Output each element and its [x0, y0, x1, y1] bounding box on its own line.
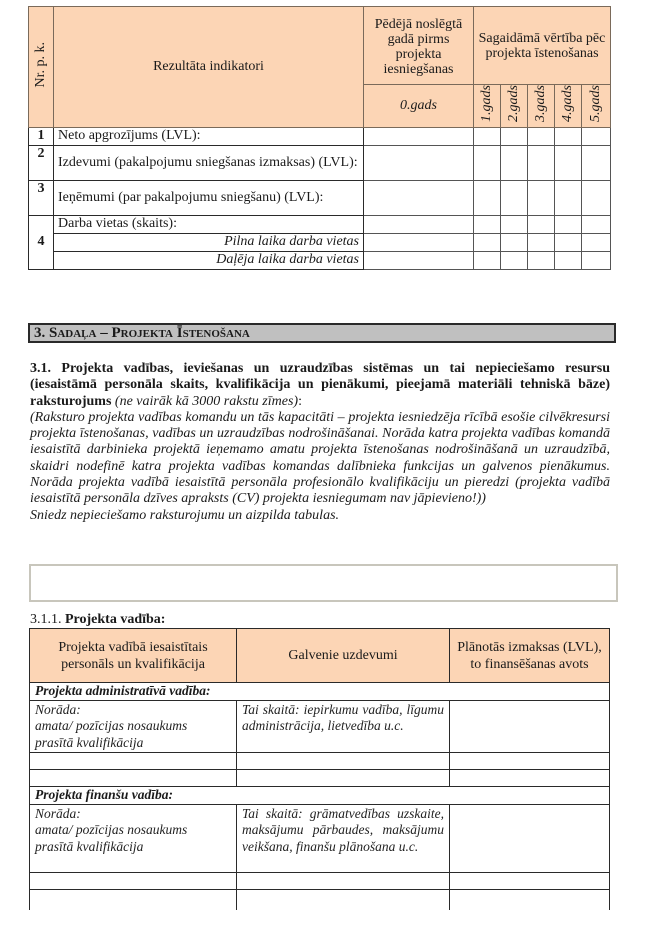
table-row: 1 Neto apgrozījums (LVL): — [29, 127, 611, 145]
indicators-table — [28, 6, 611, 270]
personnel-hint[interactable]: Norāda: amata/ pozīcijas nosaukums prasītā kvalifikācija — [30, 804, 237, 872]
value-cell[interactable] — [501, 233, 528, 251]
value-cell[interactable] — [555, 215, 582, 233]
indicator-sub-label: Daļēja laika darba vietas — [54, 251, 364, 269]
tasks-hint[interactable]: Tai skaitā: iepirkumu vadība, līgumu administrācija, lietvedība u.c. — [237, 700, 450, 753]
empty-cell[interactable] — [30, 872, 237, 889]
costs-cell[interactable] — [450, 700, 610, 753]
table-row — [30, 872, 610, 889]
header-target: Sagaidāmā vērtība pēc projekta īstenošanas — [474, 7, 611, 85]
value-cell[interactable] — [501, 145, 528, 180]
tasks-hint[interactable]: Tai skaitā: grāmatvedības uzskaite, maksājumu pārbaudes, maksājumu veikšana, finanšu plānošana u.c. — [237, 804, 450, 872]
empty-cell[interactable] — [237, 753, 450, 770]
header-nr: Nr. p. k. — [29, 7, 54, 128]
header-tasks: Galvenie uzdevumi — [237, 629, 450, 683]
value-cell[interactable] — [555, 180, 582, 215]
table-row: 2 Izdevumi (pakalpojumu sniegšanas izmaksas) (LVL): — [29, 145, 611, 180]
value-cell[interactable] — [582, 180, 611, 215]
indicator-sub-label: Pilna laika darba vietas — [54, 233, 364, 251]
value-cell[interactable] — [582, 127, 611, 145]
value-cell[interactable] — [528, 251, 555, 269]
table-row — [30, 770, 610, 787]
value-cell[interactable] — [528, 180, 555, 215]
empty-cell[interactable] — [30, 770, 237, 787]
table-row: 3 Ieņēmumi (par pakalpojumu sniegšanu) (LVL): — [29, 180, 611, 215]
table-row — [29, 233, 611, 251]
value-cell[interactable] — [474, 145, 501, 180]
instructions-text-2: Sniedz nepieciešamo raksturojumu un aizpilda tabulas. — [30, 507, 340, 523]
table-row — [30, 804, 610, 872]
table-row — [30, 700, 610, 753]
value-cell[interactable] — [474, 251, 501, 269]
value-cell[interactable] — [474, 215, 501, 233]
value-cell[interactable] — [555, 233, 582, 251]
value-cell[interactable] — [582, 233, 611, 251]
empty-cell[interactable] — [450, 872, 610, 889]
empty-cell[interactable] — [30, 753, 237, 770]
value-cell[interactable] — [555, 251, 582, 269]
value-cell[interactable] — [364, 145, 474, 180]
header-indicators: Rezultāta indikatori — [54, 7, 364, 128]
value-cell[interactable] — [582, 215, 611, 233]
empty-cell[interactable] — [450, 889, 610, 910]
group-title: Projekta administratīvā vadība: — [30, 683, 610, 701]
indicator-label: Ieņēmumi (par pakalpojumu sniegšanu) (LVL): — [54, 180, 364, 215]
section-description: 3.1. Projekta vadības, ieviešanas un uzraudzības sistēmas un tai nepieciešamo resursu (iesaistāmā personāla skaits, kvalifikācija un pienākumi, pieejamā materiāli tehniskā bāze) raksturojums (ne vairāk kā 3000 rakstu zīmes): (Raksturo projekta vadības komandu un tās kapacitāti – projekta iesniedzēja rīcībā esošie cilvēkresursi projekta īstenošanas, vadības un uzraudzības nodrošināšanai. Norāda katra projekta vadības komandā iesaistītā darbinieka projektā ieņemamo amatu projekta īstenošanas nodrošināšanā un uzraudzībā, skaidri nodefinē katra projekta vadības komandas dalībnieka funkcijas un galvenos pienākumus. Norāda projekta vadībā iesaistītā personāla profesionālo kvalifikāciju un pieredzi (projekta vadībā iesaistītā personāla dzīves apraksts (CV) projekta iesniegumam nav jāpievieno!)) Sniedz nepieciešamo raksturojumu un aizpilda tabulas. — [30, 361, 610, 523]
indicator-label: Neto apgrozījums (LVL): — [54, 127, 364, 145]
value-cell[interactable] — [582, 145, 611, 180]
value-cell[interactable] — [364, 180, 474, 215]
header-year-5: 5.gads — [582, 85, 611, 128]
empty-cell[interactable] — [237, 872, 450, 889]
table-row — [30, 753, 610, 770]
personnel-hint[interactable]: Norāda: amata/ pozīcijas nosaukums prasītā kvalifikācija — [30, 700, 237, 753]
indicator-label: Izdevumi (pakalpojumu sniegšanas izmaksas) (LVL): — [54, 145, 364, 180]
table-row: 4 Darba vietas (skaits): — [29, 215, 611, 233]
costs-cell[interactable] — [450, 804, 610, 872]
value-cell[interactable] — [364, 215, 474, 233]
char-limit-note: (ne vairāk kā 3000 rakstu zīmes) — [111, 393, 299, 409]
value-cell[interactable] — [474, 180, 501, 215]
value-cell[interactable] — [501, 251, 528, 269]
section-heading: 3. Sadaļa – Projekta Īstenošana — [28, 323, 616, 343]
empty-cell[interactable] — [237, 889, 450, 910]
value-cell[interactable] — [528, 233, 555, 251]
empty-cell[interactable] — [450, 770, 610, 787]
empty-cell[interactable] — [237, 770, 450, 787]
value-cell[interactable] — [555, 127, 582, 145]
empty-cell[interactable] — [30, 889, 237, 910]
subsection-heading: 3.1.1. Projekta vadība: — [30, 612, 166, 627]
header-last-year: Pēdējā noslēgtā gadā pirms projekta iesniegšanas — [364, 7, 474, 85]
header-year-3: 3.gads — [528, 85, 555, 128]
value-cell[interactable] — [555, 145, 582, 180]
answer-text-box[interactable] — [29, 564, 618, 602]
management-table — [29, 628, 610, 910]
header-year-0: 0.gads — [364, 85, 474, 128]
value-cell[interactable] — [364, 233, 474, 251]
empty-cell[interactable] — [450, 753, 610, 770]
instructions-text: (Raksturo projekta vadības komandu un tās kapacitāti – projekta iesniedzēja rīcībā esošie cilvēkresursi projekta īstenošanas, vadības un uzraudzības nodrošināšanai. Norāda katra projekta vadības komandā iesaistītā darbinieka projektā ieņemamo amatu projekta īstenošanas nodrošināšanā un uzraudzībā, skaidri nodefinē katra projekta vadības komandas dalībnieka funkcijas un galvenos pienākumus. Norāda projekta vadībā iesaistītā personāla profesionālo kvalifikāciju un pieredzi (projekta vadībā iesaistītā personāla dzīves apraksts (CV) projekta iesniegumam nav jāpievieno!)) — [30, 409, 610, 507]
value-cell[interactable] — [364, 251, 474, 269]
header-year-4: 4.gads — [555, 85, 582, 128]
value-cell[interactable] — [582, 251, 611, 269]
value-cell[interactable] — [501, 215, 528, 233]
value-cell[interactable] — [474, 233, 501, 251]
table-row — [29, 251, 611, 269]
table-row — [30, 889, 610, 910]
value-cell[interactable] — [528, 127, 555, 145]
value-cell[interactable] — [501, 127, 528, 145]
value-cell[interactable] — [528, 215, 555, 233]
group-title: Projekta finanšu vadība: — [30, 787, 610, 805]
header-year-2: 2.gads — [501, 85, 528, 128]
header-year-1: 1.gads — [474, 85, 501, 128]
value-cell[interactable] — [474, 127, 501, 145]
value-cell[interactable] — [501, 180, 528, 215]
question-title: 3.1. Projekta vadības, ieviešanas un uzraudzības sistēmas un tai nepieciešamo resursu (iesaistāmā personāla skaits, kvalifikācija un pienākumi, pieejamā materiāli tehniskā bāze) raksturojums — [30, 361, 610, 409]
value-cell[interactable] — [528, 145, 555, 180]
header-costs: Plānotās izmaksas (LVL), to finansēšanas avots — [450, 629, 610, 683]
value-cell[interactable] — [364, 127, 474, 145]
header-personnel: Projekta vadībā iesaistītais personāls un kvalifikācija — [30, 629, 237, 683]
indicator-label: Darba vietas (skaits): — [54, 215, 364, 233]
